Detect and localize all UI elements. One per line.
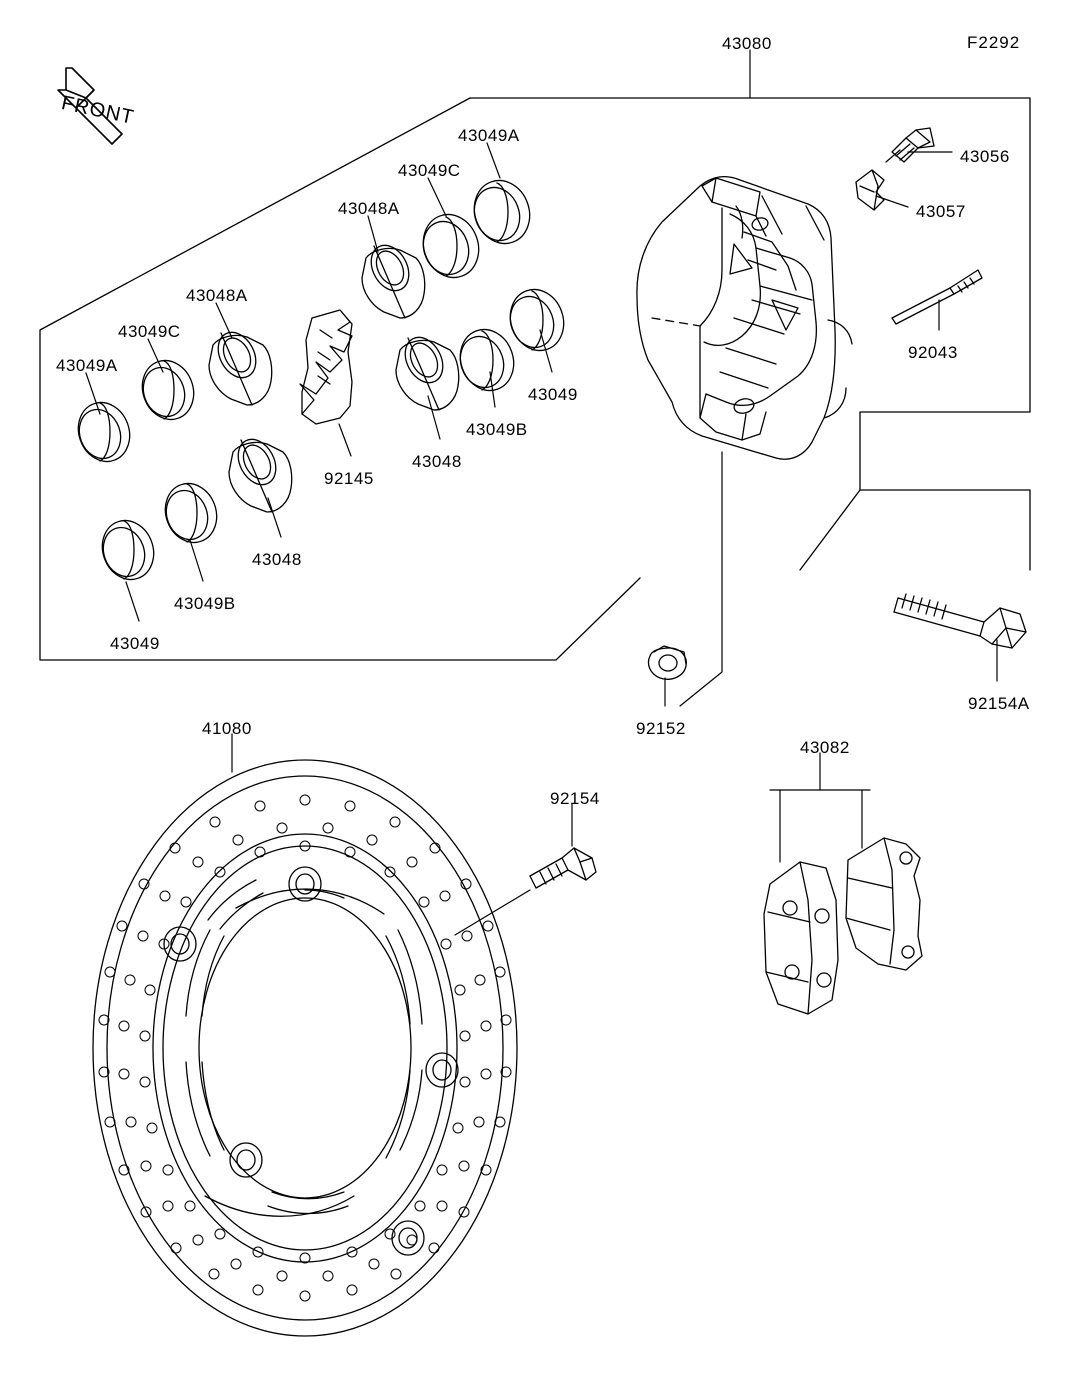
part-43056 xyxy=(886,128,934,162)
part-92043 xyxy=(892,270,982,324)
part-43048-mid xyxy=(396,331,459,410)
part-label-43048-low: 43048 xyxy=(252,550,302,569)
part-43048A-mid xyxy=(209,326,272,405)
part-label-43056: 43056 xyxy=(960,147,1010,166)
part-label-92043: 92043 xyxy=(908,343,958,362)
part-label-43049C-top: 43049C xyxy=(398,161,461,180)
front-label: FRONT xyxy=(59,92,137,129)
disc-slots xyxy=(186,880,422,1214)
part-label-43057: 43057 xyxy=(916,202,966,221)
part-43049 xyxy=(502,282,572,358)
part-43049C-top xyxy=(415,207,488,286)
part-41080-disc xyxy=(93,760,517,1336)
part-label-43049-low: 43049 xyxy=(110,634,160,653)
part-43049B-mid xyxy=(452,322,522,398)
part-92152 xyxy=(648,646,686,679)
part-label-43082: 43082 xyxy=(800,738,850,757)
leader-lines xyxy=(86,50,997,935)
part-43048-low xyxy=(229,433,292,512)
part-43048A-top xyxy=(362,239,425,318)
part-label-43048-mid: 43048 xyxy=(412,452,462,471)
group-outline-43080 xyxy=(40,98,1030,660)
part-43049B-low xyxy=(157,476,225,549)
part-43049C-mid xyxy=(134,353,202,426)
part-label-43049A-mid: 43049A xyxy=(56,356,118,375)
sheet-code: F2292 xyxy=(967,33,1021,52)
part-label-92154A: 92154A xyxy=(968,694,1030,713)
part-92145 xyxy=(300,310,352,424)
part-label-43049A-top: 43049A xyxy=(458,126,520,145)
part-label-43080: 43080 xyxy=(722,34,772,53)
disc-drill-holes xyxy=(99,795,511,1301)
part-label-43049C-mid: 43049C xyxy=(118,322,181,341)
part-label-43049B-mid: 43049B xyxy=(466,420,528,439)
part-43082-pads xyxy=(764,838,922,1014)
part-92154A xyxy=(894,594,1026,648)
part-43049-low xyxy=(94,513,162,586)
part-43080-caliper xyxy=(637,177,852,460)
part-label-92152: 92152 xyxy=(636,719,686,738)
part-43049A-mid xyxy=(70,395,138,468)
part-label-43048A-top: 43048A xyxy=(338,199,400,218)
part-43057 xyxy=(856,170,884,210)
part-92154 xyxy=(530,848,596,888)
part-label-43049B-low: 43049B xyxy=(174,594,236,613)
part-label-41080: 41080 xyxy=(202,719,252,738)
part-label-43048A-mid: 43048A xyxy=(186,286,248,305)
part-label-92154: 92154 xyxy=(550,789,600,808)
part-43049A-top xyxy=(466,173,539,252)
part-label-92145: 92145 xyxy=(324,469,374,488)
part-label-43049: 43049 xyxy=(528,385,578,404)
